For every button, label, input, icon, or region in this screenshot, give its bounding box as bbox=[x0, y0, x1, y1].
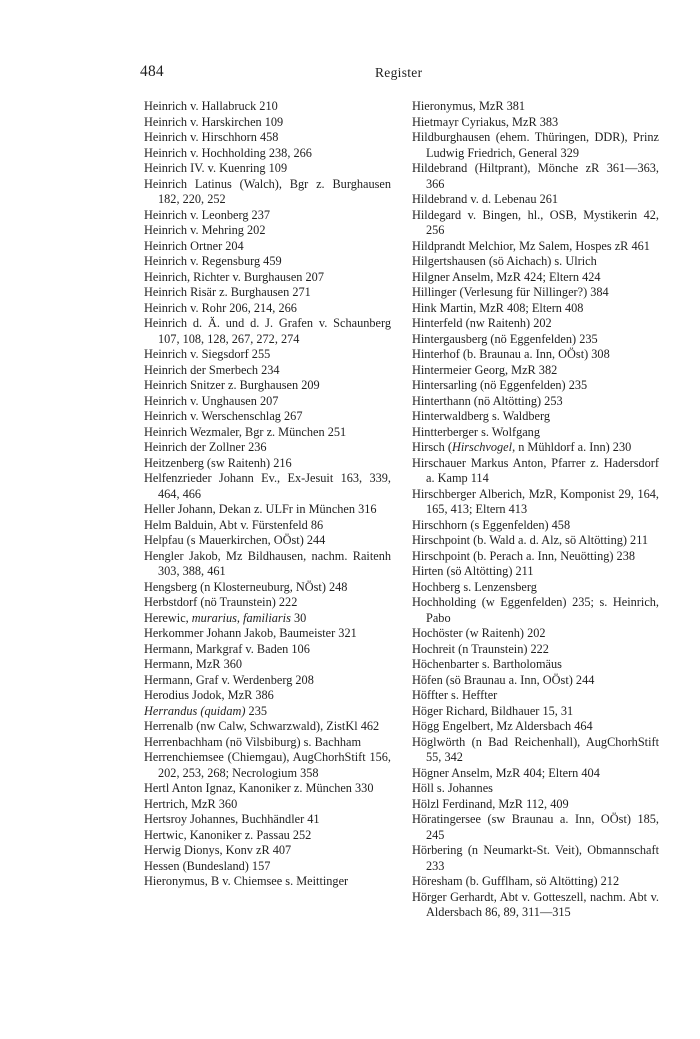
index-entry: Hirten (sö Altötting) 211 bbox=[412, 564, 534, 578]
index-entry: Hirschhorn (s Eggenfelden) 458 bbox=[412, 517, 571, 532]
index-entry: Hilgertshausen (sö Aichach) s. Ulrich bbox=[412, 254, 597, 268]
index-entry: Högner Anselm, MzR 404; Eltern 404 bbox=[412, 765, 600, 780]
index-entry: Heller Johann, Dekan z. ULFr in München 316 bbox=[144, 502, 377, 516]
page-number: 484 bbox=[140, 63, 164, 80]
index-entry: Heinrich d. Ä. und d. J. Grafen v. Schaunberg 107, 108, 128, 267, 272, 274 bbox=[144, 316, 391, 346]
index-entry: Heinrich v. Werschenschlag 267 bbox=[144, 409, 303, 423]
index-entry: Hink Martin, MzR 408; Eltern 408 bbox=[412, 300, 584, 315]
index-entry: Heinrich v. Siegsdorf 255 bbox=[144, 347, 271, 361]
index-entry: Heinrich v. Hochholding 238, 266 bbox=[144, 145, 312, 160]
index-entry: Hintergausberg (nö Eggenfelden) 235 bbox=[412, 331, 598, 346]
index-entry: Hildburghausen (ehem. Thüringen, DDR), Prinz Ludwig Friedrich, General 329 bbox=[412, 130, 659, 160]
index-entry: Hertl Anton Ignaz, Kanoniker z. München 330 bbox=[144, 781, 374, 795]
index-entry: Höll s. Johannes bbox=[412, 781, 493, 795]
index-entry: Heinrich der Smerbech 234 bbox=[144, 362, 280, 377]
index-entry: Heinrich Risär z. Burghausen 271 bbox=[144, 285, 311, 299]
index-entry: Helm Balduin, Abt v. Fürstenfeld 86 bbox=[144, 517, 324, 532]
index-entry: Hillinger (Verlesung für Nillinger?) 384 bbox=[412, 285, 609, 299]
index-entry: Höratingersee (sw Braunau a. Inn, OÖst) 185, 245 bbox=[412, 812, 659, 842]
index-entry: Heinrich v. Mehring 202 bbox=[144, 223, 266, 237]
index-entry: Hildprandt Melchior, Mz Salem, Hospes zR 461 bbox=[412, 238, 650, 253]
index-entry: Höglwörth (n Bad Reichenhall), AugChorhStift 55, 342 bbox=[412, 734, 659, 764]
index-entry: Herrenchiemsee (Chiemgau), AugChorhStift 156, 202, 253, 268; Necrologium 358 bbox=[144, 750, 391, 780]
index-entry: Hessen (Bundesland) 157 bbox=[144, 858, 271, 873]
index-entry: Hintterberger s. Wolfgang bbox=[412, 424, 540, 439]
index-entry: Helpfau (s Mauerkirchen, OÖst) 244 bbox=[144, 533, 326, 547]
index-entry: Hörbering (n Neumarkt-St. Veit), Obmannschaft 233 bbox=[412, 843, 659, 873]
index-entry: Heitzenberg (sw Raitenh) 216 bbox=[144, 455, 292, 470]
index-entry: Hieronymus, B v. Chiemsee s. Meittinger bbox=[144, 874, 349, 888]
index-entry: Hertwic, Kanoniker z. Passau 252 bbox=[144, 827, 312, 842]
index-entry: Heinrich v. Unghausen 207 bbox=[144, 393, 279, 408]
index-entry: Hirschpoint (b. Wald a. d. Alz, sö Altötting) 211 bbox=[412, 533, 649, 547]
index-entry: Hengler Jakob, Mz Bildhausen, nachm. Raitenh 303, 388, 461 bbox=[144, 548, 391, 578]
index-entry: Högg Engelbert, Mz Aldersbach 464 bbox=[412, 719, 593, 733]
index-entry: Hinterthann (nö Altötting) 253 bbox=[412, 393, 563, 408]
index-entry: Herbstdorf (nö Traunstein) 222 bbox=[144, 595, 298, 609]
index-entry: Hilgner Anselm, MzR 424; Eltern 424 bbox=[412, 269, 601, 284]
index-entry: Heinrich der Zollner 236 bbox=[144, 440, 267, 454]
index-entry: Höger Richard, Bildhauer 15, 31 bbox=[412, 703, 574, 718]
index-entry: Hirsch (Hirschvogel, n Mühldorf a. Inn) 230 bbox=[412, 440, 632, 454]
index-entry: Heinrich v. Rohr 206, 214, 266 bbox=[144, 300, 297, 315]
index-entry: Hölzl Ferdinand, MzR 112, 409 bbox=[412, 796, 569, 811]
index-entry: Heinrich v. Hallabruck 210 bbox=[144, 99, 278, 113]
index-entry: Hildegard v. Bingen, hl., OSB, Mystikerin 42, 256 bbox=[412, 207, 659, 237]
index-entry: Herrenalb (nw Calw, Schwarzwald), ZistKl 462 bbox=[144, 719, 380, 733]
index-entry: Hinterhof (b. Braunau a. Inn, OÖst) 308 bbox=[412, 347, 610, 361]
index-entry: Hirschberger Alberich, MzR, Komponist 29, 164, 165, 413; Eltern 413 bbox=[412, 486, 659, 516]
index-entry: Heinrich v. Hirschhorn 458 bbox=[144, 130, 279, 144]
index-entry: Hochberg s. Lenzensberg bbox=[412, 579, 537, 594]
index-entry: Hietmayr Cyriakus, MzR 383 bbox=[412, 114, 559, 129]
index-entry: Hermann, Markgraf v. Baden 106 bbox=[144, 641, 310, 656]
index-column-left bbox=[144, 99, 391, 890]
index-entry: Höffter s. Heffter bbox=[412, 688, 498, 702]
index-entry: Heinrich v. Regensburg 459 bbox=[144, 254, 282, 268]
index-entry: Hildebrand (Hiltprant), Mönche zR 361—363, 366 bbox=[412, 161, 659, 191]
index-entry: Herrenbachham (nö Vilsbiburg) s. Bachham bbox=[144, 734, 362, 749]
index-entry: Höresham (b. Gufflham, sö Altötting) 212 bbox=[412, 874, 620, 888]
index-entry: Heinrich Ortner 204 bbox=[144, 238, 244, 253]
index-entry: Hermann, MzR 360 bbox=[144, 657, 243, 671]
index-entry: Heinrich, Richter v. Burghausen 207 bbox=[144, 269, 324, 284]
running-head: Register bbox=[375, 65, 423, 80]
index-entry: Hinterwaldberg s. Waldberg bbox=[412, 409, 551, 423]
index-entry: Herwig Dionys, Konv zR 407 bbox=[144, 843, 292, 857]
index-entry: Hörger Gerhardt, Abt v. Gotteszell, nachm. Abt v. Aldersbach 86, 89, 311—315 bbox=[412, 889, 659, 919]
index-entry: Hertsroy Johannes, Buchhändler 41 bbox=[144, 812, 320, 826]
index-entry: Höchenbarter s. Bartholomäus bbox=[412, 657, 562, 671]
index-entry: Hinterfeld (nw Raitenh) 202 bbox=[412, 316, 552, 330]
index-entry: Helfenzrieder Johann Ev., Ex-Jesuit 163, 339, 464, 466 bbox=[144, 471, 391, 501]
index-entry: Hirschpoint (b. Perach a. Inn, Neuötting) 238 bbox=[412, 548, 636, 563]
index-entry: Heinrich Latinus (Walch), Bgr z. Burghausen 182, 220, 252 bbox=[144, 176, 391, 206]
index-entry: Höfen (sö Braunau a. Inn, OÖst) 244 bbox=[412, 672, 595, 687]
index-entry: Heinrich Wezmaler, Bgr z. München 251 bbox=[144, 424, 347, 439]
index-entry: Hengsberg (n Klosterneuburg, NÖst) 248 bbox=[144, 579, 348, 594]
index-column-right bbox=[412, 99, 659, 921]
index-entry: Hildebrand v. d. Lebenau 261 bbox=[412, 192, 559, 206]
index-entry: Hieronymus, MzR 381 bbox=[412, 99, 526, 113]
index-entry: Herodius Jodok, MzR 386 bbox=[144, 688, 274, 702]
index-entry: Hochöster (w Raitenh) 202 bbox=[412, 626, 546, 640]
index-entry: Hermann, Graf v. Werdenberg 208 bbox=[144, 672, 314, 687]
index-entry: Hochreit (n Traunstein) 222 bbox=[412, 641, 549, 656]
index-entry: Herrandus (quidam) 235 bbox=[144, 703, 267, 718]
index-entry: Herewic, murarius, familiaris 30 bbox=[144, 610, 307, 625]
index-entry: Hintersarling (nö Eggenfelden) 235 bbox=[412, 378, 588, 392]
index-entry: Hintermeier Georg, MzR 382 bbox=[412, 362, 558, 377]
index-entry: Hochholding (w Eggenfelden) 235; s. Heinrich, Pabo bbox=[412, 595, 659, 625]
index-entry: Heinrich IV. v. Kuenring 109 bbox=[144, 161, 288, 175]
index-entry: Heinrich Snitzer z. Burghausen 209 bbox=[144, 378, 320, 392]
index-entry: Hirschauer Markus Anton, Pfarrer z. Hadersdorf a. Kamp 114 bbox=[412, 455, 659, 485]
index-entry: Heinrich v. Leonberg 237 bbox=[144, 207, 271, 222]
index-entry: Herkommer Johann Jakob, Baumeister 321 bbox=[144, 626, 357, 640]
index-entry: Hertrich, MzR 360 bbox=[144, 796, 238, 811]
index-entry: Heinrich v. Harskirchen 109 bbox=[144, 114, 284, 129]
